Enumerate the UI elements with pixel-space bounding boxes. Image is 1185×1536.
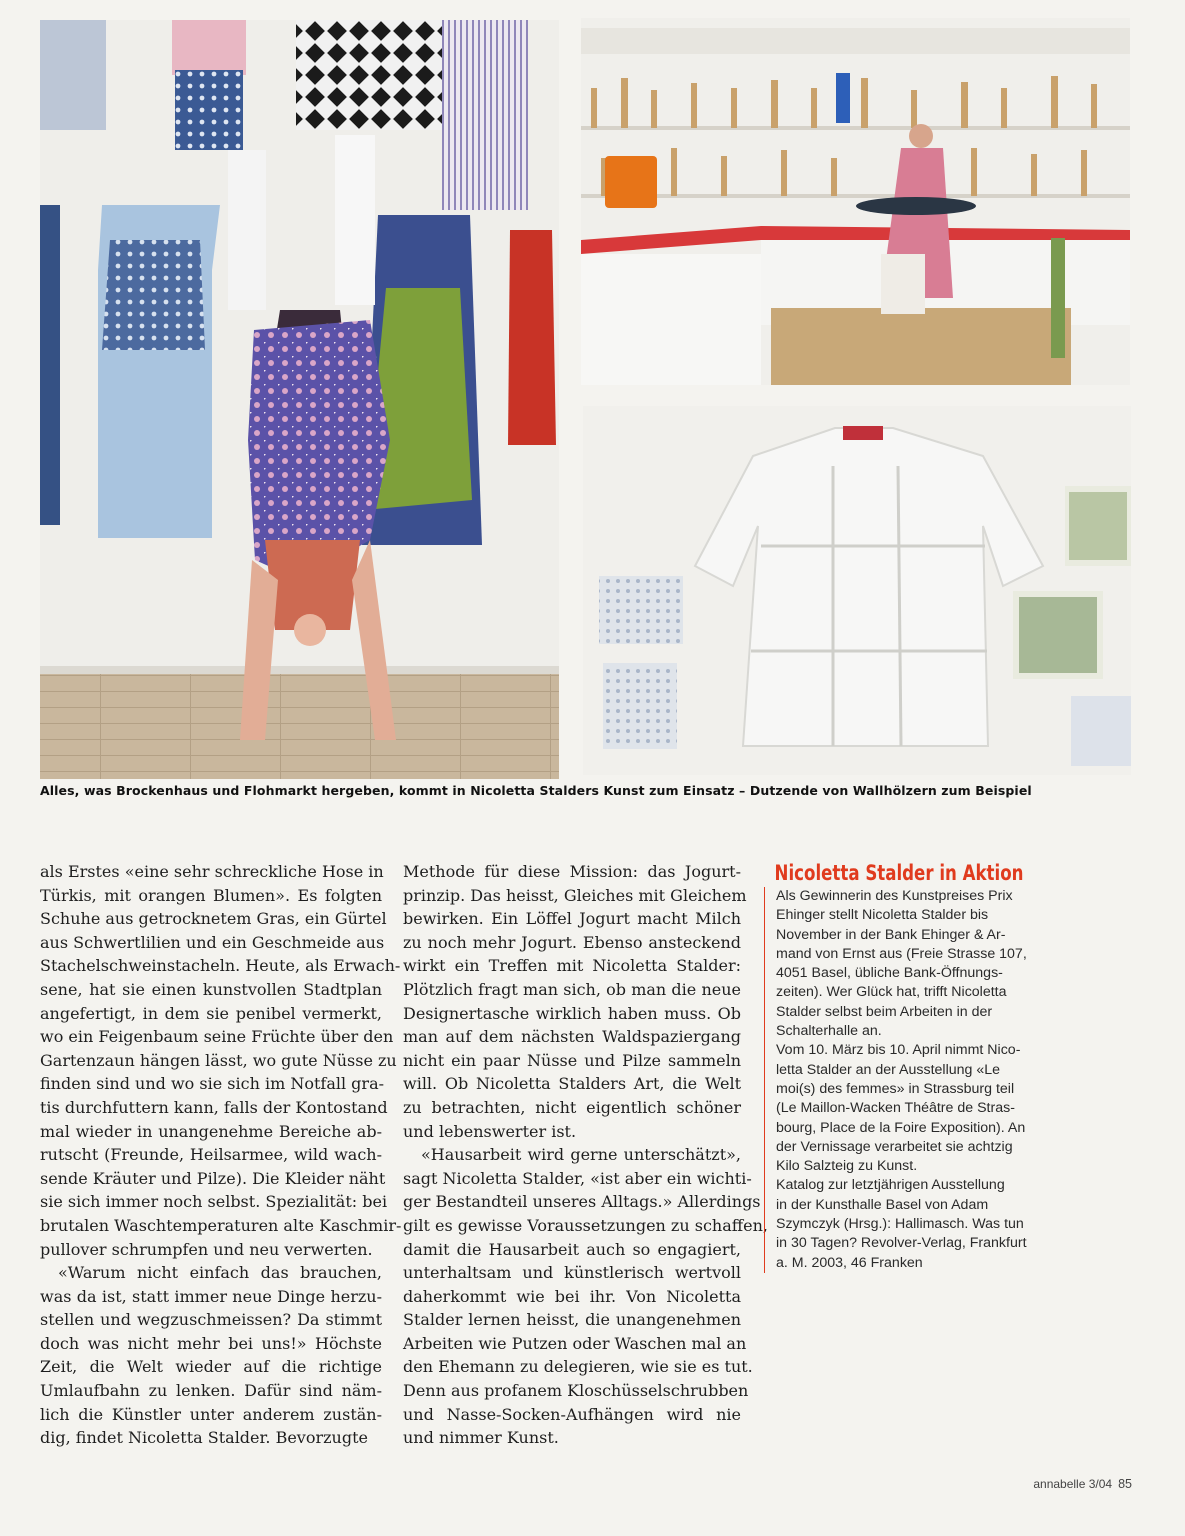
info-box-line: Als Gewinnerin des Kunstpreises Prix	[776, 888, 1013, 904]
text-line: sie sich immer noch selbst. Spezialität: bei	[40, 1192, 388, 1212]
text-line: den Ehemann zu delegieren, wie sie es tut.	[403, 1357, 753, 1377]
text-line: wirkt ein Treffen mit Nicoletta Stalder:	[403, 956, 741, 976]
text-line: Plötzlich fragt man sich, ob man die neue	[403, 979, 741, 999]
photo-handstand-aprons	[40, 20, 559, 779]
info-box-line: Schalterhalle an.	[776, 1023, 882, 1040]
info-box-line: Stalder selbst beim Arbeiten in der	[776, 1003, 993, 1020]
article-column-2	[403, 860, 768, 1450]
photo-caption: Alles, was Brockenhaus und Flohmarkt hergeben, kommt in Nicoletta Stalders Kunst zum Einsatz – Dutzende von Wallhölzern zum Beispiel	[40, 783, 1032, 798]
info-box-line: Szymczyk (Hrsg.): Hallimasch. Was tun	[776, 1216, 1024, 1233]
text-line: will. Ob Nicoletta Stalders Art, die Welt	[403, 1074, 741, 1094]
text-line: ger Bestandteil unseres Alltags.» Allerdings	[403, 1192, 761, 1212]
text-line: «Hausarbeit wird gerne unterschätzt»,	[421, 1145, 741, 1165]
info-box-line: (Le Maillon-Wacken Théâtre de Stras-	[776, 1100, 1015, 1117]
page-footer	[1033, 1477, 1132, 1491]
text-line: Schuhe aus getrocknetem Gras, ein Gürtel	[40, 909, 387, 929]
text-line: bewirken. Ein Löffel Jogurt macht Milch	[403, 909, 741, 929]
info-box-title: Nicoletta Stalder in Aktion	[774, 861, 1024, 885]
text-line: man auf dem nächsten Waldspaziergang	[403, 1027, 741, 1047]
text-line: sagt Nicoletta Stalder, «ist aber ein wichti-	[403, 1168, 752, 1188]
info-box-line: bourg, Place de la Foire Exposition). An	[776, 1119, 1026, 1136]
text-line: Designertasche wirklich haben muss. Ob	[403, 1003, 741, 1023]
text-line: Stachelschweinstacheln. Heute, als Erwach-	[40, 956, 401, 976]
text-line: wo ein Feigenbaum seine Früchte über den	[40, 1027, 394, 1047]
text-line: und Nasse-Socken-Aufhängen wird nie	[403, 1404, 741, 1424]
info-box-line: Kilo Salzteig zu Kunst.	[776, 1158, 918, 1175]
text-line: angefertigt, in dem sie penibel vermerkt,	[40, 1003, 382, 1023]
article-column-1	[40, 860, 402, 1450]
text-line: mal wieder in unangenehme Bereiche ab-	[40, 1121, 382, 1141]
info-box-line: mand von Ernst aus (Freie Strasse 107,	[776, 945, 1027, 962]
text-line: prinzip. Das heisst, Gleiches mit Gleichem	[403, 885, 747, 905]
text-line: Denn aus profanem Kloschüsselschrubben	[403, 1381, 749, 1401]
info-box	[764, 860, 1084, 1273]
photo-white-dress	[583, 406, 1131, 775]
info-box-line: in der Kunsthalle Basel von Adam	[776, 1196, 989, 1213]
info-box-line: moi(s) des femmes» in Strassburg teil	[776, 1080, 1015, 1097]
text-line: rutscht (Freunde, Heilsarmee, wild wach-	[40, 1145, 382, 1165]
photo-kitchen-rolling-pins	[581, 18, 1130, 385]
info-box-line: zeiten). Wer Glück hat, trifft Nicoletta	[776, 984, 1007, 1001]
text-line: was da ist, statt immer neue Dinge herzu-	[40, 1286, 382, 1306]
text-line: daherkommt wie bei ihr. Von Nicoletta	[403, 1286, 741, 1306]
info-box-line: 4051 Basel, übliche Bank-Öffnungs-	[776, 965, 1003, 982]
text-line: gilt es gewisse Voraussetzungen zu schaffen,	[403, 1215, 768, 1235]
text-line: tis durchfuttern kann, falls der Kontostand	[40, 1097, 388, 1117]
text-line: Methode für diese Mission: das Jogurt-	[403, 862, 741, 881]
info-box-line: der Vernissage verarbeitet sie achtzig	[776, 1138, 1013, 1155]
page-number: 85	[1118, 1477, 1132, 1491]
text-line: Stalder lernen heisst, die unangenehmen	[403, 1310, 741, 1330]
info-box-line: Ehinger stellt Nicoletta Stalder bis	[776, 907, 989, 924]
text-line: lich die Künstler unter anderem zustän-	[40, 1404, 382, 1424]
text-line: Türkis, mit orangen Blumen». Es folgten	[40, 885, 382, 905]
text-line: und lebenswerter ist.	[403, 1121, 577, 1141]
text-line: und nimmer Kunst.	[403, 1428, 559, 1448]
info-box-line: a. M. 2003, 46 Franken	[776, 1254, 923, 1271]
text-line: dig, findet Nicoletta Stalder. Bevorzugte	[40, 1428, 368, 1448]
text-line: Zeit, die Welt wieder auf die richtige	[40, 1357, 382, 1377]
info-box-line: in 30 Tagen? Revolver-Verlag, Frankfurt	[776, 1235, 1027, 1252]
info-box-line: November in der Bank Ehinger & Ar-	[776, 926, 1006, 943]
info-box-line: letta Stalder an der Ausstellung «Le	[776, 1061, 1000, 1078]
text-line: nicht ein paar Nüsse und Pilze sammeln	[403, 1050, 741, 1070]
text-line: zu noch mehr Jogurt. Ebenso ansteckend	[403, 932, 741, 952]
text-line: unterhaltsam und künstlerisch wertvoll	[403, 1263, 741, 1283]
text-line: finden sind und wo sie sich im Notfall gra-	[40, 1074, 385, 1094]
text-line: Gartenzaun hängen lässt, wo gute Nüsse zu	[40, 1050, 397, 1070]
text-line: aus Schwertlilien und ein Geschmeide aus	[40, 932, 385, 952]
info-box-line: Katalog zur letztjährigen Ausstellung	[776, 1177, 1005, 1194]
info-box-body	[764, 887, 1084, 1273]
text-line: pullover schrumpfen und neu verwerten.	[40, 1239, 373, 1259]
info-box-line: Vom 10. März bis 10. April nimmt Nico-	[776, 1042, 1021, 1059]
text-line: brutalen Waschtemperaturen alte Kaschmir-	[40, 1215, 402, 1235]
text-line: Arbeiten wie Putzen oder Waschen mal an	[403, 1333, 747, 1353]
text-line: sene, hat sie einen kunstvollen Stadtplan	[40, 979, 382, 999]
text-line: stellen und wegzuschmeissen? Da stimmt	[40, 1310, 382, 1330]
text-line: Umlaufbahn zu lenken. Dafür sind näm-	[40, 1381, 382, 1401]
text-line: damit die Hausarbeit auch so engagiert,	[403, 1239, 741, 1259]
magazine-issue: annabelle 3/04	[1033, 1477, 1113, 1491]
text-line: «Warum nicht einfach das brauchen,	[58, 1263, 382, 1283]
text-line: doch was nicht mehr bei uns!» Höchste	[40, 1333, 382, 1353]
text-line: sende Kräuter und Pilze). Die Kleider näht	[40, 1168, 386, 1188]
text-line: als Erstes «eine sehr schreckliche Hose in	[40, 862, 384, 881]
text-line: zu betrachten, nicht eigentlich schöner	[403, 1097, 741, 1117]
